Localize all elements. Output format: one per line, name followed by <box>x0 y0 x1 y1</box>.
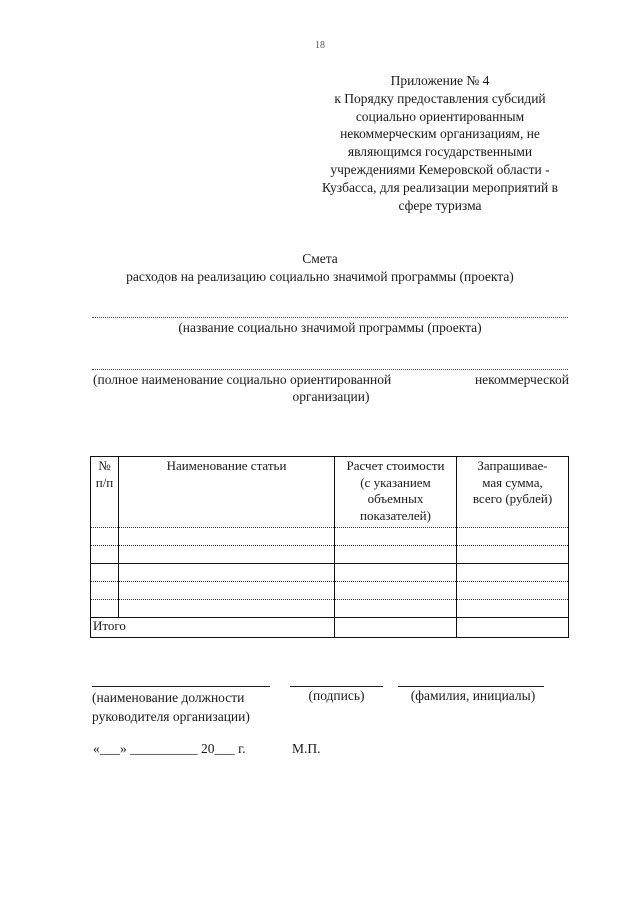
total-amount-cell <box>457 618 569 638</box>
table-cell <box>119 582 335 600</box>
table-row <box>91 528 569 546</box>
table-total-row <box>91 618 569 638</box>
position-caption: (наименование должности руководителя организации) <box>92 690 250 724</box>
table-cell <box>91 600 119 618</box>
table-header-row <box>91 457 569 528</box>
date-line: «___» __________ 20___ г. <box>93 741 246 756</box>
table-cell <box>457 546 569 564</box>
table-row <box>91 600 569 618</box>
organization-name-caption <box>93 372 569 406</box>
table-cell <box>91 528 119 546</box>
table-cell <box>335 528 457 546</box>
header-item-name: Наименование статьи <box>119 457 335 528</box>
name-caption: (фамилия, инициалы) <box>410 688 536 703</box>
position-signature-line <box>92 686 270 687</box>
total-label: Итого <box>91 618 335 638</box>
organization-caption-line2: организации) <box>292 388 370 404</box>
organization-name-blank-line <box>92 369 568 370</box>
header-number: № п/п <box>91 457 119 528</box>
header-requested-amount: Запрашивае- мая сумма, всего (рублей) <box>457 457 569 528</box>
total-cost-cell <box>335 618 457 638</box>
header-cost-calculation: Расчет стоимости (с указанием объемных показателей) <box>335 457 457 528</box>
table-cell <box>335 564 457 582</box>
table-cell <box>457 564 569 582</box>
table-row <box>91 564 569 582</box>
estimate-table <box>90 456 569 638</box>
table-cell <box>119 564 335 582</box>
table-row <box>91 546 569 564</box>
organization-caption-left: (полное наименование социально ориентированной <box>93 372 392 387</box>
signature-line <box>290 686 383 687</box>
title-description: расходов на реализацию социально значимой программы (проекта) <box>126 269 514 284</box>
table-cell <box>119 600 335 618</box>
name-signature-line <box>398 686 544 687</box>
table-cell <box>457 600 569 618</box>
table-cell <box>457 528 569 546</box>
signature-caption: (подпись) <box>308 688 365 703</box>
table-cell <box>91 564 119 582</box>
table-cell <box>457 582 569 600</box>
table-row <box>91 582 569 600</box>
table-cell <box>119 546 335 564</box>
stamp-placeholder: М.П. <box>292 741 321 756</box>
appendix-header: Приложение № 4 к Порядку предоставления субсидий социально ориентированным некоммерческим организациям, не являющимся государственными учреждениями Кемеровской области - Кузбасса, для реализации мероприятий в сфере туризма <box>322 73 558 213</box>
program-name-blank-line <box>92 317 568 318</box>
organization-caption-right: некоммерческой <box>474 372 569 387</box>
program-name-caption: (название социально значимой программы (проекта) <box>178 320 482 335</box>
table-cell <box>335 582 457 600</box>
document-title <box>60 250 580 286</box>
table-cell <box>119 528 335 546</box>
table-cell <box>91 546 119 564</box>
table-cell <box>335 546 457 564</box>
table-cell <box>335 600 457 618</box>
table-cell <box>91 582 119 600</box>
title-estimate: Смета <box>302 251 338 266</box>
page-number: 18 <box>315 40 325 51</box>
